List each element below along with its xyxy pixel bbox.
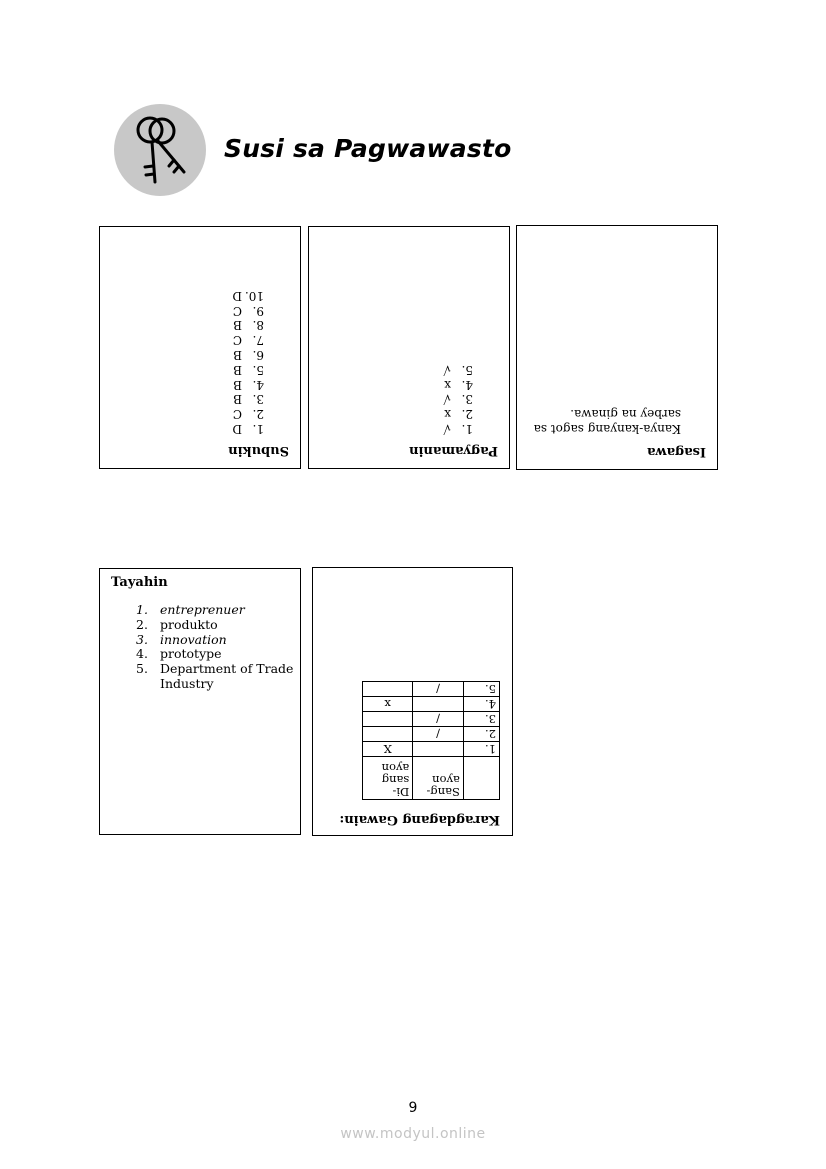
table-header-cell xyxy=(463,757,499,800)
table-cell: 2. xyxy=(463,727,499,742)
tayahin-answer-line: entreprenuer xyxy=(160,602,245,617)
answer-row xyxy=(232,362,264,377)
karagdagang-gawain-title: Karagdagang Gawain: xyxy=(339,812,500,827)
tayahin-number: 5. xyxy=(136,661,148,677)
table-cell: x xyxy=(363,697,413,712)
tayahin-answer-line: Department of Trade xyxy=(160,661,294,677)
answer-number: 3. xyxy=(461,392,473,407)
isagawa-line-2: sarbey na ginawa. xyxy=(570,407,681,421)
pagyamanin-title: Pagyamanin xyxy=(409,443,498,458)
pagyamanin-answers xyxy=(443,362,473,436)
table-cell xyxy=(363,682,413,697)
tayahin-answers xyxy=(136,603,293,692)
tayahin-item xyxy=(136,618,293,633)
table-cell xyxy=(413,742,464,757)
answer-number: 6. xyxy=(252,348,264,363)
table-header-row xyxy=(363,757,500,800)
tayahin-answer xyxy=(160,662,293,692)
answer-value: B xyxy=(233,392,242,407)
tayahin-item xyxy=(136,662,293,692)
answer-value: B xyxy=(233,318,242,333)
answer-row xyxy=(232,377,264,392)
answer-number: 2. xyxy=(461,407,473,422)
table-row xyxy=(363,727,500,742)
answer-number: 5. xyxy=(252,362,264,377)
answer-value: C xyxy=(232,333,242,348)
answer-row xyxy=(232,288,264,303)
answer-number: 1. xyxy=(252,422,264,436)
page-title: Susi sa Pagwawasto xyxy=(224,134,512,163)
page-number: 9 xyxy=(408,1100,418,1116)
table-row xyxy=(363,742,500,757)
answer-row xyxy=(443,392,473,407)
tayahin-answer xyxy=(160,633,227,648)
answer-number: 10. xyxy=(244,288,264,303)
karagdagang-gawain-table xyxy=(362,681,500,800)
table-header-cell: Sang- ayon xyxy=(413,757,464,800)
karagdagang-gawain-box xyxy=(312,567,513,836)
subukin-box xyxy=(99,226,301,469)
answer-value: x xyxy=(444,377,451,392)
tayahin-number: 4. xyxy=(136,646,148,662)
tayahin-item xyxy=(136,633,293,648)
tayahin-answer xyxy=(160,647,222,662)
answer-row xyxy=(232,421,264,436)
answer-row xyxy=(443,406,473,421)
answer-number: 5. xyxy=(461,362,473,377)
table-cell: 1. xyxy=(463,742,499,757)
table-cell: / xyxy=(413,712,464,727)
answer-number: 7. xyxy=(252,333,264,348)
keys-icon xyxy=(114,104,206,196)
answer-number: 4. xyxy=(252,377,264,392)
answer-row xyxy=(443,377,473,392)
answer-row xyxy=(232,332,264,347)
answer-number: 9. xyxy=(252,303,264,318)
answer-value: √ xyxy=(443,362,451,377)
table-cell: / xyxy=(413,727,464,742)
tayahin-box xyxy=(99,568,301,835)
tayahin-answer-line: produkto xyxy=(160,616,218,632)
answer-row xyxy=(232,392,264,407)
tayahin-item xyxy=(136,603,293,618)
answer-value: C xyxy=(232,303,242,318)
table-cell xyxy=(363,727,413,742)
answer-value: D xyxy=(232,288,242,303)
answer-row xyxy=(232,406,264,421)
answer-row xyxy=(443,362,473,377)
pagyamanin-box xyxy=(308,226,510,469)
answer-value: B xyxy=(233,348,242,363)
tayahin-item xyxy=(136,647,293,662)
table-row xyxy=(363,697,500,712)
tayahin-answer xyxy=(160,603,245,618)
isagawa-text xyxy=(534,406,681,436)
answer-row xyxy=(232,318,264,333)
answer-value: D xyxy=(232,422,242,436)
tayahin-answer-line: prototype xyxy=(160,646,222,662)
subukin-title: Subukin xyxy=(228,443,289,458)
table-cell: X xyxy=(363,742,413,757)
table-cell xyxy=(413,697,464,712)
subukin-answers xyxy=(232,288,264,436)
answer-value: x xyxy=(444,407,451,422)
answer-row xyxy=(443,421,473,436)
isagawa-title: Isagawa xyxy=(647,444,706,459)
answer-row xyxy=(232,303,264,318)
tayahin-number: 1. xyxy=(136,602,148,617)
table-cell: 3. xyxy=(463,712,499,727)
tayahin-answer-line: Industry xyxy=(160,675,214,691)
answer-number: 3. xyxy=(252,392,264,407)
tayahin-number: 2. xyxy=(136,616,148,632)
answer-value: B xyxy=(233,362,242,377)
table-cell: 5. xyxy=(463,682,499,697)
answer-number: 1. xyxy=(461,422,473,436)
isagawa-box xyxy=(516,225,718,470)
table-cell: 4. xyxy=(463,697,499,712)
answer-value: B xyxy=(233,377,242,392)
table-cell xyxy=(363,712,413,727)
tayahin-title: Tayahin xyxy=(111,575,168,590)
answer-value: C xyxy=(232,407,242,422)
answer-number: 2. xyxy=(252,407,264,422)
answer-row xyxy=(232,347,264,362)
keys-badge xyxy=(114,104,206,196)
table-row xyxy=(363,682,500,697)
table-row xyxy=(363,712,500,727)
answer-value: √ xyxy=(443,422,451,436)
answer-number: 4. xyxy=(461,377,473,392)
tayahin-answer-line: innovation xyxy=(160,631,227,647)
watermark: www.modyul.online xyxy=(340,1126,486,1142)
tayahin-number: 3. xyxy=(136,631,148,647)
table-header-cell: Di- sang ayon xyxy=(363,757,413,800)
table-cell: / xyxy=(413,682,464,697)
answer-value: √ xyxy=(443,392,451,407)
isagawa-line-1: Kanya-kanyang sagot sa xyxy=(533,422,681,436)
answer-number: 8. xyxy=(252,318,264,333)
tayahin-answer xyxy=(160,618,218,633)
